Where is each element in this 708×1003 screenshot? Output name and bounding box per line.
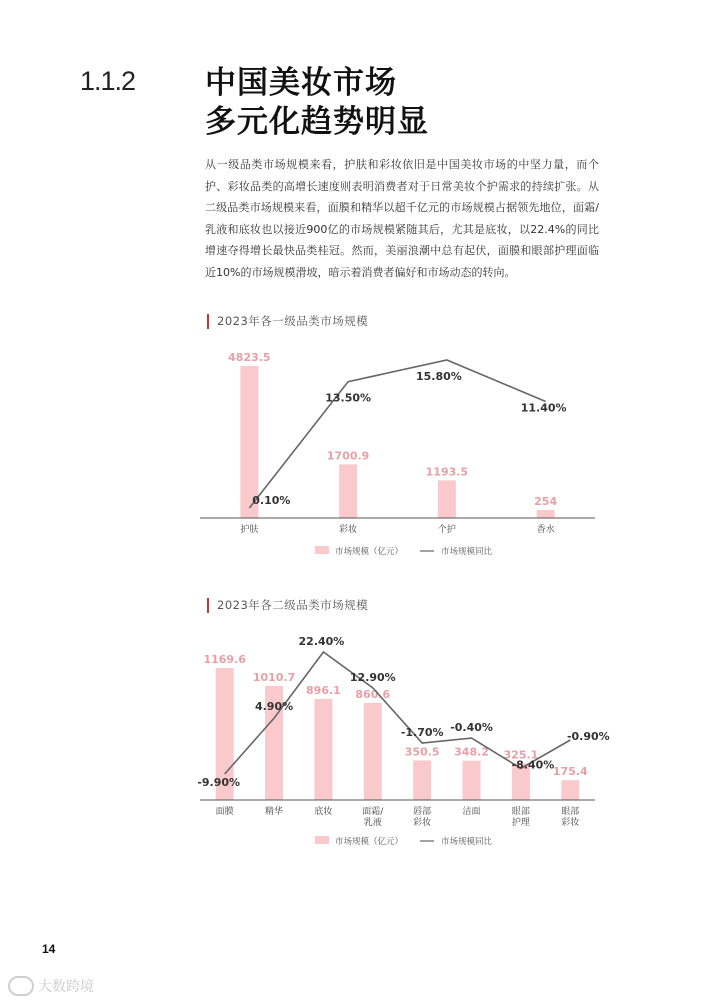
bar-value-label: 175.4: [552, 765, 588, 779]
x-tick-label-line: 面霜/: [362, 807, 384, 817]
x-tick-label: [561, 805, 579, 828]
x-tick-label-line: 护理: [511, 818, 530, 828]
legend-bar-label: 市场规模（亿元）: [335, 547, 404, 557]
x-tick-label-line: 彩妆: [561, 818, 580, 828]
watermark-text: 大数跨境: [38, 979, 94, 995]
line-value-label: 13.50%: [325, 391, 372, 405]
bar-3: [314, 699, 332, 800]
watermark-logo-icon: [8, 976, 34, 996]
bar-8: [561, 780, 579, 800]
x-tick-label-line: 香水: [536, 525, 555, 535]
page-title-line-2: 多元化趋势明显: [205, 104, 429, 140]
line-value-label: 0.10%: [252, 494, 291, 507]
bar-value-label: 860.6: [355, 687, 391, 701]
bar-value-label: 350.5: [404, 745, 440, 759]
x-tick-label: [362, 806, 384, 828]
line-value-label: 12.90%: [349, 670, 396, 684]
x-tick-label: [438, 523, 456, 535]
legend-bar-swatch: [315, 836, 329, 844]
x-tick-label-line: 彩妆: [339, 525, 358, 535]
line-value-label: 22.40%: [298, 635, 345, 648]
bar-value-label: 325.1: [503, 748, 539, 762]
page-title-line-1: 中国美妆市场: [205, 65, 397, 101]
bar-value-label: 1010.7: [252, 670, 296, 684]
chart-1-title: 2023年各一级品类市场规模: [207, 314, 368, 329]
x-tick-label-line: 眼部: [511, 807, 530, 817]
bar-value-label: 1169.6: [203, 653, 246, 666]
bar-value-label: 896.1: [306, 683, 341, 697]
chart-1-primary-categories: [200, 345, 600, 565]
x-tick-label-line: 精华: [265, 807, 284, 817]
x-tick-label-line: 护肤: [240, 525, 259, 535]
section-number: 1.1.2: [80, 66, 136, 96]
x-tick-label: [463, 805, 481, 817]
line-value-label: -8.40%: [511, 758, 555, 772]
legend-line-label: 市场规模同比: [441, 837, 493, 847]
bar-5: [413, 760, 431, 800]
watermark: [8, 976, 94, 996]
x-tick-label-line: 乳液: [363, 818, 382, 828]
bar-2: [339, 464, 357, 518]
legend-line-label: 市场规模同比: [441, 547, 493, 557]
line-value-label: 15.80%: [415, 370, 462, 383]
x-tick-label: [240, 523, 258, 535]
bar-value-label: 348.2: [454, 745, 489, 759]
bar-value-label: 1700.9: [326, 449, 370, 463]
bar-4: [537, 510, 555, 518]
x-tick-label-line: 唇部: [413, 807, 432, 817]
line-value-label: -9.90%: [197, 776, 241, 789]
chart-2-secondary-categories: [197, 632, 610, 862]
bar-3: [438, 480, 456, 518]
intro-paragraph: 从一级品类市场规模来看，护肤和彩妆依旧是中国美妆市场的中坚力量，而个护、彩妆品类的高增长速度则表明消费者对于日常美妆个护需求的持续扩张。从二级品类市场规模来看，面膜和精华以超千亿元的市场规模占据领先地位，面霜/乳液和底妆也以接近900亿的市场规模紧随其后，尤其是底妆，以22.4%的同比增速夺得增长最快品类桂冠。然而，美丽浪潮中总有起伏，面膜和眼部护理面临近10%的市场规模滑坡，暗示着消费者偏好和市场动态的转向。: [205, 158, 599, 279]
x-tick-label-line: 面膜: [215, 807, 234, 817]
bar-value-label: 254: [534, 494, 558, 508]
bar-6: [463, 761, 481, 800]
x-tick-label-line: 眼部: [561, 807, 580, 817]
x-tick-label: [537, 523, 555, 535]
x-tick-label: [512, 805, 530, 828]
line-value-label: -1.70%: [400, 726, 444, 740]
x-tick-label: [265, 805, 283, 817]
x-tick-label-line: 洁面: [462, 807, 481, 817]
legend-bar-label: 市场规模（亿元）: [335, 837, 404, 847]
line-value-label: -0.90%: [566, 730, 610, 744]
bar-value-label: 4823.5: [228, 351, 271, 364]
legend-bar-swatch: [315, 546, 329, 554]
line-value-label: 4.90%: [254, 700, 294, 714]
x-tick-label: [314, 805, 332, 817]
line-value-label: -0.40%: [450, 721, 493, 735]
chart-2-title: 2023年各二级品类市场规模: [207, 598, 368, 613]
x-tick-label: [216, 805, 234, 817]
x-tick-label: [413, 805, 431, 828]
line-value-label: 11.40%: [520, 401, 567, 415]
page-title: [205, 64, 429, 142]
bar-4: [364, 703, 382, 800]
x-tick-label: [339, 523, 357, 535]
x-tick-label-line: 底妆: [314, 807, 333, 817]
page-number: 14: [42, 942, 56, 956]
bar-value-label: 1193.5: [425, 465, 469, 479]
x-tick-label-line: 个护: [437, 525, 456, 535]
x-tick-label-line: 彩妆: [413, 818, 432, 828]
yoy-growth-line: [249, 360, 545, 508]
